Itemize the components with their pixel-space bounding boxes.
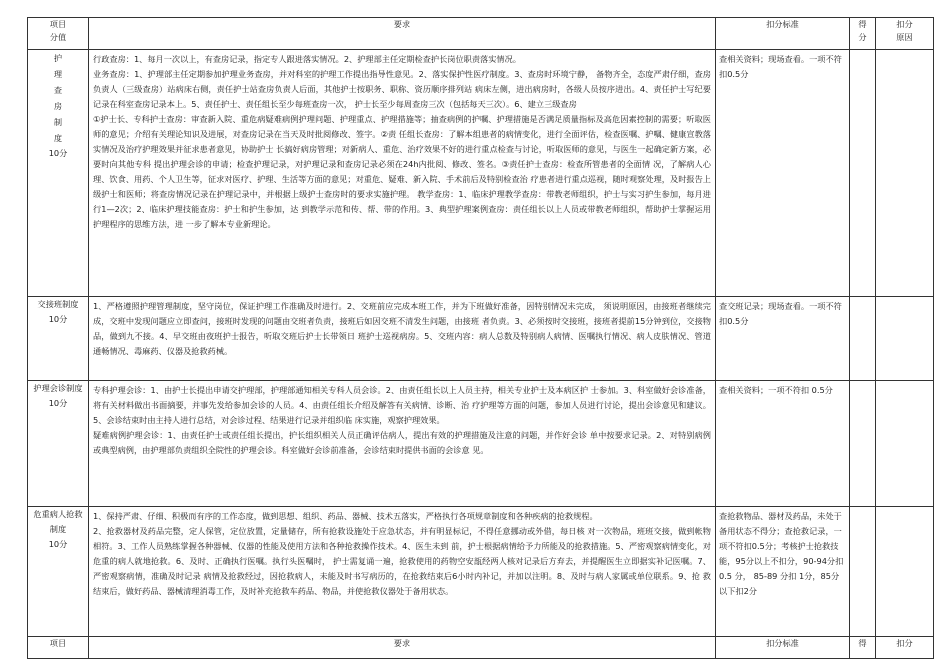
score-cell <box>850 50 876 297</box>
requirement-cell <box>89 381 716 507</box>
footer-item-cell: 项目 <box>28 637 89 659</box>
category-points: 10分 <box>48 539 68 549</box>
requirement-paragraph: 疑难病例护理会诊：1、由责任护士或责任组长提出，护长组织相关人员正确评估病人，提出有效的护理措施及注意的问题，并作好会诊 单中按要求记录。2、对特别病例或典型病例，由护理部负责组织全院性的护理会诊。科室做好会诊前准备，会诊结束时提供书面的会诊意 见。 <box>93 430 711 455</box>
scoring-cell: 查相关资料；一项不符扣 0.5分 <box>716 381 850 507</box>
category-points: 10分 <box>48 148 68 158</box>
category-cell <box>28 50 89 297</box>
score-cell <box>850 381 876 507</box>
requirement-paragraph: 2、抢救器材及药品完整，定人保管，定位放置，定量储存，所有抢救设施处于应急状态，并有明显标记，不得任意挪动或外借，每日核 对一次物品，班班交接，做到帐物相符。3、工作人员熟练掌握各种器械、仪器的性能及使用方法和各种抢救操作技术。4、医生未到 前，护士根据病情给予力所能及的抢救措施。5、严密观察病情变化，对危重的病人就地抢救。6、及时、正确执行医嘱。执行头医嘱时， 护士需复诵一遍，抢救使用的药物空安瓿经两人核对记录后方弃去，并提醒医生立即据实补记医嘱。7、严密观察病情，准确及时记录 病情及抢救经过，因抢救病人，未能及时书写病历的，在抢救结束后6小时内补记，并加以注明。8、及时与病人家属或单位联系。9、抢 救结束后，做好药品、器械清理消毒工作，及时补充抢救车药品、物品，并使抢救仪器处于备用状态。 <box>93 526 711 596</box>
reason-cell <box>876 381 934 507</box>
requirement-paragraph: ①护士长、专科护士查房：审查新入院、重危病疑难病例护理问题、护理重点、护理措施等；抽查病例的护嘱、护理措施是否满足质量指标及高危因素控制的需要；听取医师的意见；介绍有关理论知识及进展，对查房记录在当天及时批阅修改、签字。②责 任组长查房：了解本组患者的病情变化，进行全面评估，检查医嘱、护嘱、健康宣教落实情况及治疗护理效果并征求患者意见，协助护士 长搞好病房管理；对新病人、重危、治疗效果不好的进行重点检查与讨论，听取医师的意见，与医生一起确定新方案，必要时向其他专科 提出护理会诊的申请；检查护理记录，对护理记录和查房记录必须在24h内批阅、修改、签名。③责任护士查房：检查所管患者的全面情 况，了解病人心理、饮食、用药、个人卫生等，征求对医疗、护理、生活等方面的意见；对重危、疑难、新入院、手术前后及特别检查治 疗患者进行重点巡视，随时观察处理，及时报告上级护士和医师；将查房情况记录在护理记录中，并根据上级护士查房时的要求实施护理。 教学查房：1、临床护理教学查房：带教老师组织，护士与实习护生参加，每月进行1—2次；2、临床护理技能查房：护士和护生参加，达 到教学示范和传、帮、带的作用。3、典型护理案例查房：责任组长以上人员或带教老师组织，帮助护士掌握运用护理程序的思维方法，进 一步了解本专业新理论。 <box>93 114 711 229</box>
table-row <box>28 297 934 381</box>
requirement-paragraph: 业务查房：1、护理部主任定期参加护理业务查房，并对科室的护理工作提出指导性意见。2、落实保护性医疗制度。3、查房时环境宁静， 备物齐全，态度严肃仔细，查房负责人（三级查房）站病床右侧，责任护士站查房负责人后面，其他护士按职务、职称、资历顺序排列站 病床左侧，进出病房时，各级人员按序进出。4、责任护士写纪要记录在科室查房记录本上。5、责任护士、责任组长至少每班查房一次， 护士长至少每周查房三次（包括每天三次）。6、建立三级查房 <box>93 69 711 109</box>
requirement-paragraph: 行政查房：1、每月一次以上，有查房记录，指定专人跟进落实情况。2、护理部主任定期检查护长岗位职责落实情况。 <box>93 54 521 64</box>
requirement-cell <box>89 50 716 297</box>
table-row <box>28 507 934 637</box>
category-points: 10分 <box>48 398 68 408</box>
table-row <box>28 381 934 507</box>
requirement-cell <box>89 297 716 381</box>
table-row <box>28 50 934 297</box>
footer-header-row <box>28 637 934 659</box>
scoring-cell: 查交班记录；现场查看。一项不符扣0.5分 <box>716 297 850 381</box>
requirement-cell <box>89 507 716 637</box>
header-requirement-cell: 要求 <box>89 18 716 50</box>
category-name: 护理会诊制度 <box>33 383 83 393</box>
category-cell <box>28 381 89 507</box>
reason-cell <box>876 297 934 381</box>
category-name: 危重病人抢救制度 <box>33 509 83 534</box>
scoring-cell: 查相关资料；现场查看。一项不符扣0.5分 <box>716 50 850 297</box>
category-name: 交接班制度 <box>37 299 79 309</box>
category-cell <box>28 507 89 637</box>
header-scoring-cell: 扣分标准 <box>716 18 850 50</box>
requirement-paragraph: 1、保持严肃、仔细、积极而有序的工作态度，做到思想、组织、药品、器械、技术五落实，严格执行各项规章制度和各种疾病的抢救规程。 <box>93 511 598 521</box>
footer-scoring-cell: 扣分标准 <box>716 637 850 659</box>
nursing-standards-table <box>27 17 934 659</box>
requirement-paragraph: 1、严格遵照护理管理制度，坚守岗位，保证护理工作准确及时进行。2、交班前应完成本班工作，并为下班做好准备，因特别情况未完成， 须说明原因，由接班者继续完成，交班中发现问题应立即查问，接班时发现的问题由交班者负责，接班后如因交班不清发生问题，由接班 者负责。3、必须按时交接班，接班者提前15分钟到位，交接物品，做到九不接。4、早交班由夜班护士报告，听取交班后护士长带领日 班护士巡视病房。5、交班内容：病人总数及特别病人病情、医嘱执行情况、病人皮肤情况、管道通畅情况、毒麻药、仪器及抢救药械。 <box>93 301 711 356</box>
category-name: 护理查房制度 <box>53 53 63 143</box>
reason-cell <box>876 50 934 297</box>
footer-reason-cell: 扣分 <box>876 637 934 659</box>
reason-cell <box>876 507 934 637</box>
footer-requirement-cell: 要求 <box>89 637 716 659</box>
category-cell <box>28 297 89 381</box>
header-reason-cell: 扣分 原因 <box>876 18 934 50</box>
header-row <box>28 18 934 50</box>
header-score-cell: 得 分 <box>850 18 876 50</box>
header-item-cell: 项目 分值 <box>28 18 89 50</box>
category-points: 10分 <box>48 314 68 324</box>
footer-score-cell: 得 <box>850 637 876 659</box>
score-cell <box>850 507 876 637</box>
scoring-cell: 查抢救物品、器材及药品，未处于备用状态不得分；查抢救记录，一项不符扣0.5分；考核护士抢救技能，95分以上不扣分，90-94分扣0.5 分， 85-89 分扣 1分，85分以下扣2分 <box>716 507 850 637</box>
requirement-paragraph: 专科护理会诊：1、由护士长提出申请交护理部，护理部通知相关专科人员会诊。2、由责任组长以上人员主持，相关专业护士及本病区护 士参加。3、科室做好会诊准备，将有关材料做出书面摘要，并事先发给参加会诊的人员。4、由责任组长介绍及解答有关病情、诊断、治 疗护理等方面的问题，参加人员进行讨论，提出会诊意见和建议。5、会诊结束时由主持人进行总结，对会诊过程、结果进行记录并组织临 床实施，观察护理效果。 <box>93 385 711 425</box>
score-cell <box>850 297 876 381</box>
